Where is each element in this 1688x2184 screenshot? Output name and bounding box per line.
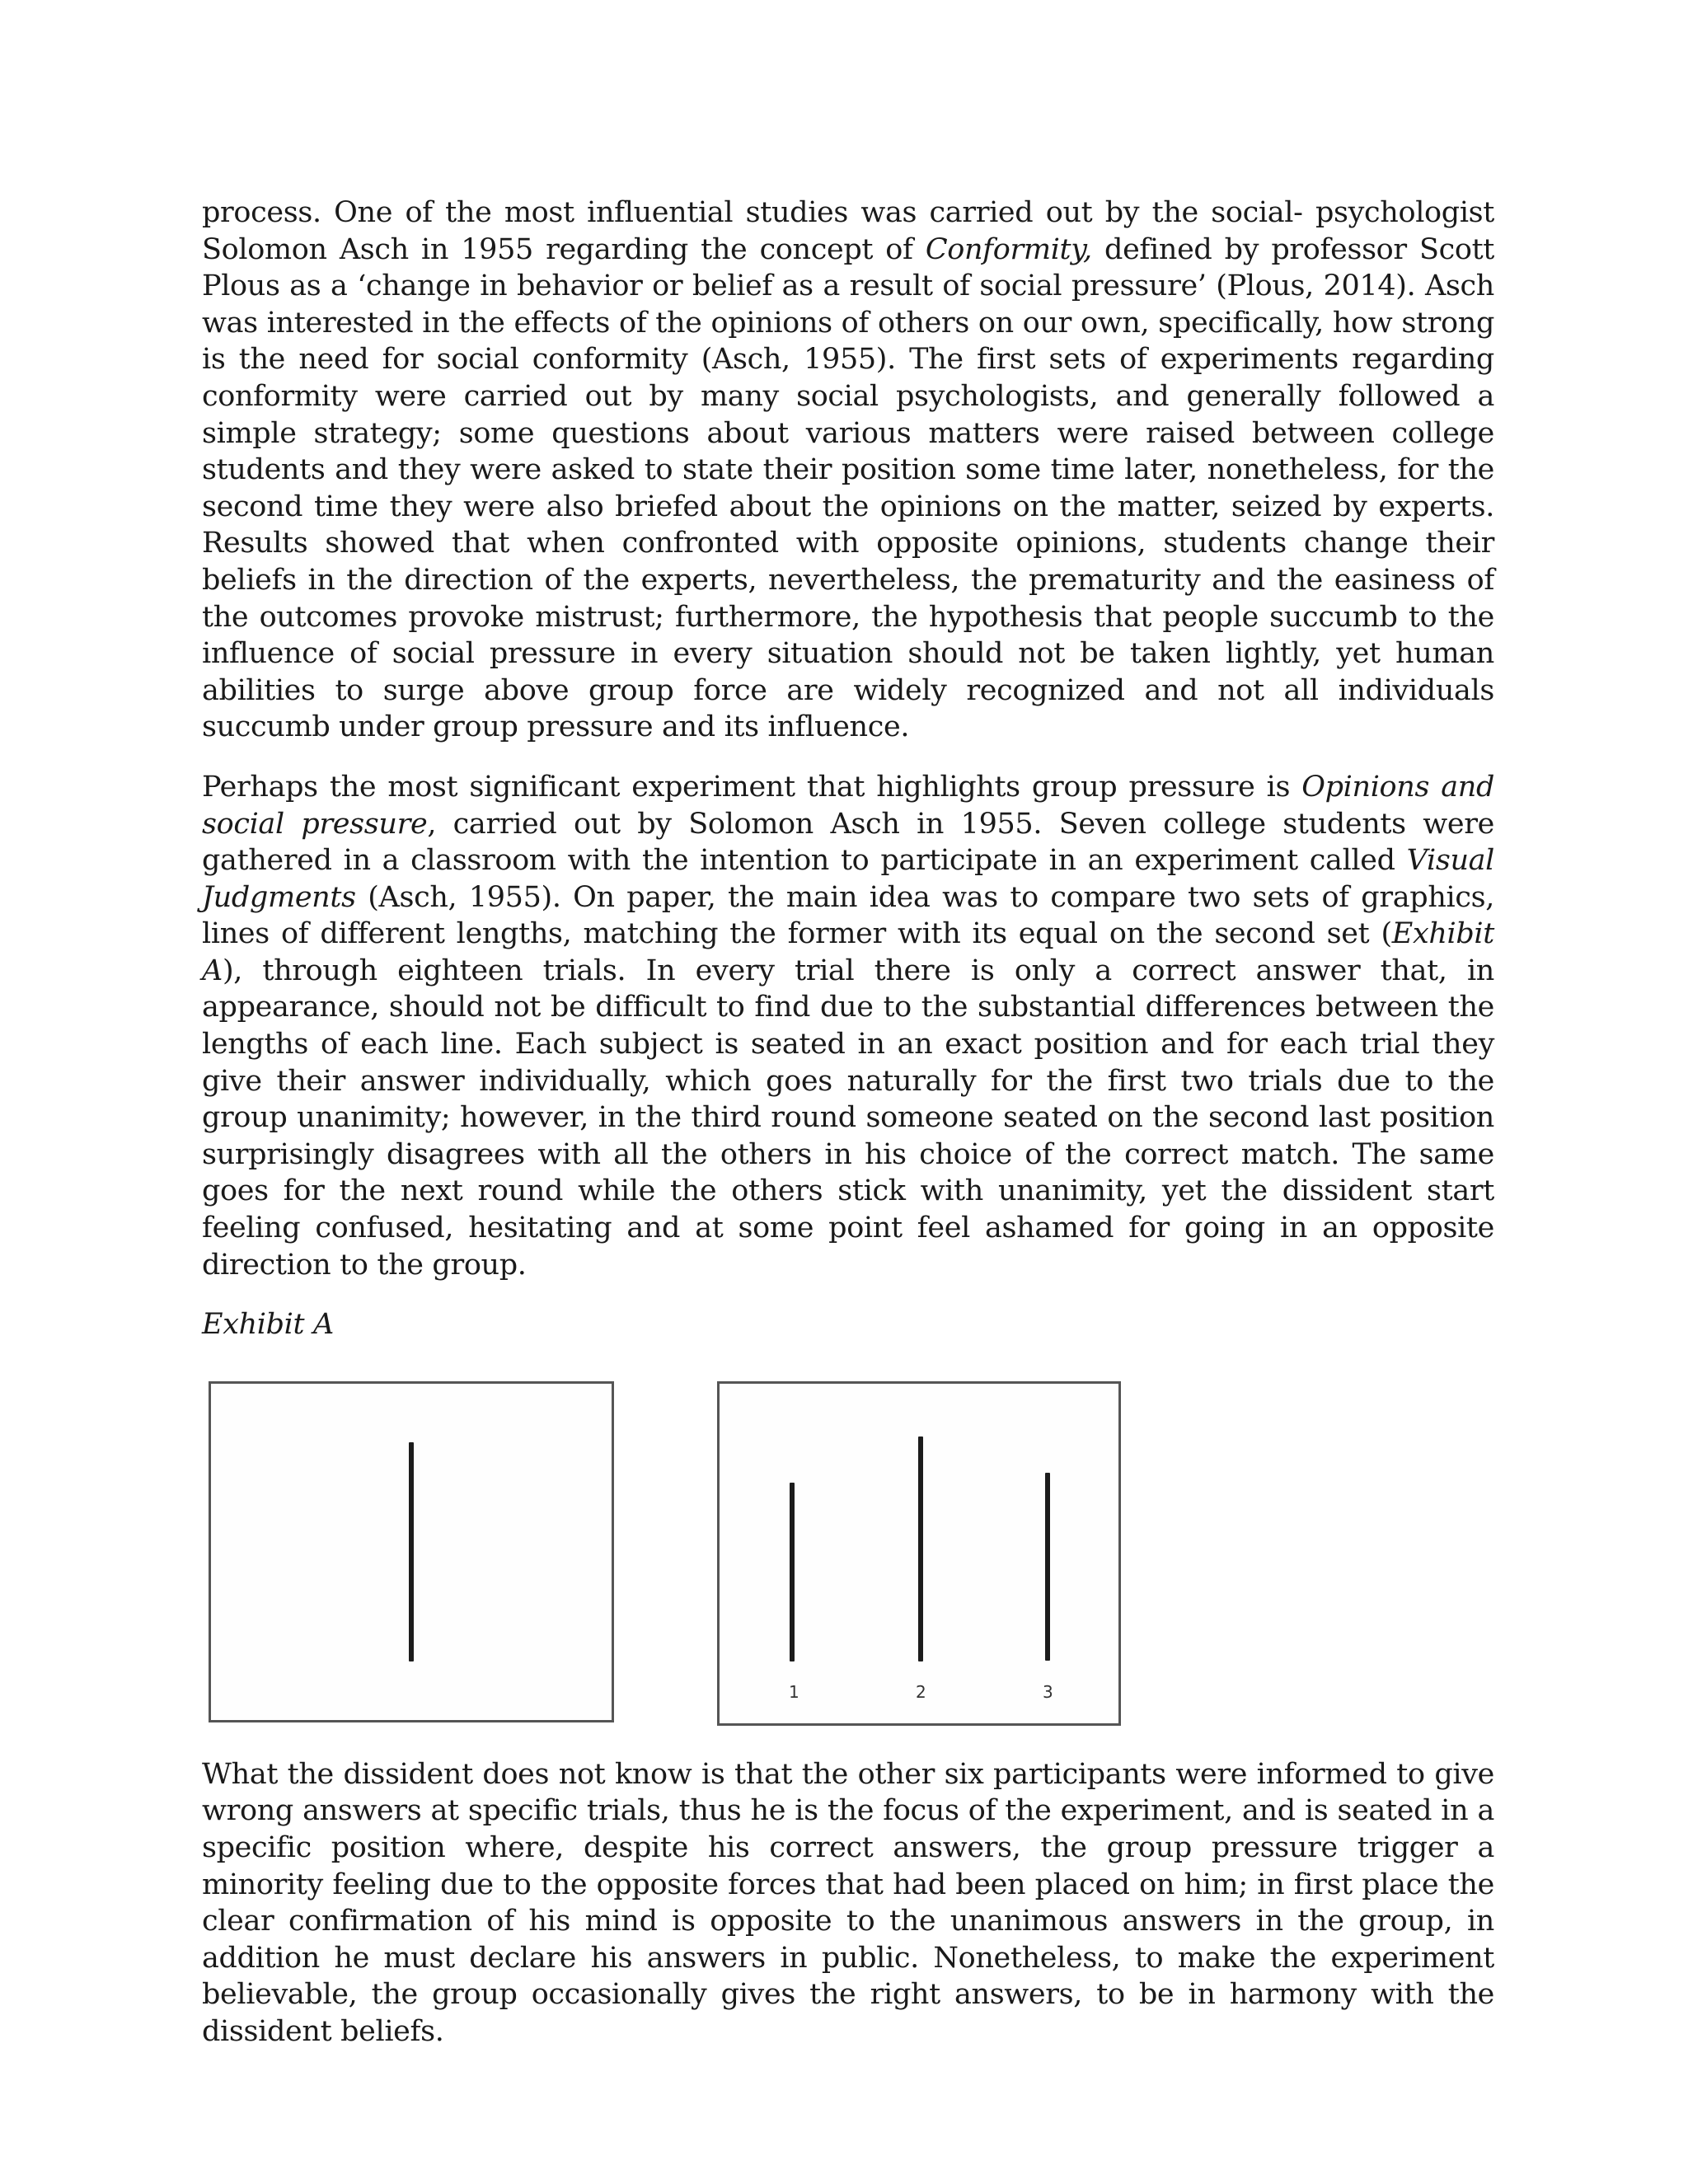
exhibit-figure [202,1381,1494,1732]
emphasis-title: Opinions and social pressure [202,770,1495,841]
paragraph-gap [202,1283,1494,1306]
paragraph-text: (Asch, 1955). On paper, the main idea was to compare two sets of graphics, lines of different lengths, matching the former with its equal on the second set ( [202,880,1494,951]
standard-line-card [209,1381,614,1722]
paragraph-conformity [202,194,1494,746]
paragraph-text: Perhaps the most significant experiment that highlights group pressure is [202,770,1302,804]
comparison-label-3: 3 [1043,1681,1053,1702]
paragraph-experiment [202,769,1494,1283]
exhibit-caption: Exhibit A [202,1308,334,1342]
emphasis-conformity: Conformity, [925,232,1092,266]
emphasis-exhibit-ref: Exhibit A [202,917,1494,987]
comparison-label-2: 2 [916,1681,926,1702]
paragraph-text: ), through eighteen trials. In every trial there is only a correct answer that, in appearance, should not be difficult to find due to the substantial differences between the lengths of each line. Each subject is seated in an exact position and for each trial they give their answer individually, which goes naturally for the first two trials due to the group unanimity; however, in the third round someone seated on the second last position surprisingly disagrees with all the others in his choice of the correct match. The same goes for the next round while the others stick with unanimity, yet the dissident start feeling confused, hesitating and at some point feel ashamed for going in an opposite direction to the group. [202,954,1494,1282]
paragraph-gap [202,746,1494,769]
paragraph-text: process. One of the most influential studies was carried out by the social- psychologist Solomon Asch in 1955 regarding the concept of [202,196,1494,266]
comparison-line-3 [1045,1473,1050,1661]
standard-line [409,1442,414,1661]
comparison-label-1: 1 [789,1681,799,1702]
paragraph-dissident: What the dissident does not know is that the other six participants were informed to give wrong answers at specific trials, thus he is the focus of the experiment, and is seated in a specific position where, despite his correct answers, the group pressure trigger a minority feeling due to the opposite forces that had been placed on him; in first place the clear confirmation of his mind is opposite to the unanimous answers in the group, in addition he must declare his answers in public. Nonetheless, to make the experiment believable, the group occasionally gives the right answers, to be in harmony with the dissident beliefs. [202,1757,1494,2048]
emphasis-visual-judgments: Visual Judgments [202,844,1494,914]
paragraph-text: defined by professor Scott Plous as a ‘change in behavior or belief as a result of social pressure’ (Plous, 2014). Asch was interested in the effects of the opinions of others on our own, specifically, how strong is the need for social conformity (Asch, 1955). The first sets of experiments regarding conformity were carried out by many social psychologists, and generally followed a simple strategy; some questions about various matters were raised between college students and they were asked to state their position some time later, nonetheless, for the second time they were also briefed about the opinions on the matter, seized by experts. Results showed that when confronted with opposite opinions, students change their beliefs in the direction of the experts, nevertheless, the prematurity and the easiness of the outcomes provoke mistrust; furthermore, the hypothesis that people succumb to the influence of social pressure in every situation should not be taken lightly, yet human abilities to surge above group force are widely recognized and not all individuals succumb under group pressure and its influence. [202,232,1494,744]
comparison-lines-card [717,1381,1121,1726]
paragraph-text: , carried out by Solomon Asch in 1955. Seven college students were gathered in a classroom with the intention to participate in an experiment called [202,807,1494,878]
comparison-line-2 [918,1436,923,1661]
document-page [202,194,1494,2050]
comparison-line-1 [790,1483,795,1661]
